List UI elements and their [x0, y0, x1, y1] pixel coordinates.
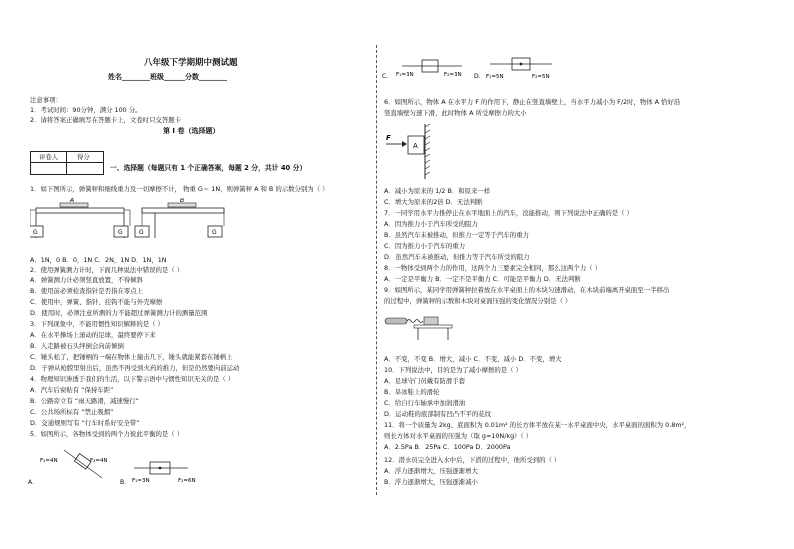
question-9-cont: 的过程中，弹簧秤的示数和木块对桌面压强的变化情况分别是（ ）	[384, 297, 572, 305]
question-1-options: A．1N，0 B．0，1N C．2N，1N D．1N，1N	[30, 256, 167, 264]
question-4-option-a: A．汽车后窗贴有 “保持车距”	[30, 386, 114, 394]
question-4-option-c: C．公共场所标有 “禁止吸烟”	[30, 408, 114, 416]
question-3-option-c: C．锤头松了，把锤柄的一端在物体上撞击几下，锤头就能紧套在锤柄上	[30, 353, 233, 361]
question-3: 3．下列现象中，不能用惯性知识解释的是（ ）	[30, 320, 164, 328]
scale-b-label: B	[180, 198, 185, 204]
spring-scale-figure	[30, 198, 230, 244]
question-8: 8．一物体受到两个力的作用，这两个力三要素完全相同，那么这两个力（ ）	[384, 264, 601, 272]
question-1: 1．如下图所示，弹簧秤和细线重力及一切摩擦不计， 物重 G＝ 1N，则弹簧秤 A 和 B 的示数分别为（ ）	[30, 185, 329, 193]
note-item-2: 2．请将答案正确填写在答题卡上，文卷时只交答题卡	[30, 116, 182, 124]
column-divider	[376, 45, 377, 495]
question-12: 12．潜水员完全进入水中后，下潜的过程中，他所受到的（ ）	[384, 456, 561, 464]
question-7-option-a: A．因为推力小于汽车所受的阻力	[384, 220, 478, 228]
scale-a-label: A	[70, 198, 75, 204]
question-2-option-c: C．使用中，弹簧、指针、挂钩不能与外壳摩擦	[30, 298, 163, 306]
question-3-option-b: B．人走路被石头绊倒会向前倾倒	[30, 342, 124, 350]
fig5a-f2: F₂=4N	[90, 458, 108, 464]
fig5a-f1: F₁=4N	[40, 458, 58, 464]
question-7-option-d: D．虽然汽车未被推动，但推力等于汽车所受的阻力	[384, 253, 530, 261]
score-table-score: 得分	[77, 153, 90, 161]
question-2: 2．使用弹簧测力计时，下面几种说法中错误的是（ ）	[30, 266, 184, 274]
question-10: 10．下列说法中，目的是为了减小摩擦的是（ ）	[384, 366, 522, 374]
wall-block-figure	[384, 124, 444, 180]
question-10-option-c: C．给自行车轴承中加润滑油	[384, 399, 466, 407]
question-5: 5．如图所示，各物体受到的两个力彼此平衡的是（ ）	[30, 430, 184, 438]
question-6-cont: 竖直墙壁匀速下滑，此时物体 A 所受摩擦力的大小	[384, 109, 527, 117]
fig5b-f2: F₂=6N	[178, 478, 196, 484]
question-10-option-b: B．旱冰鞋上的滑轮	[384, 388, 440, 396]
part-title: 一、选择题（每题只有 1 个正确答案，每题 2 分，共计 40 分）	[110, 164, 307, 172]
spring-scale-table-figure	[384, 312, 454, 342]
option-b-label: B．	[120, 479, 131, 486]
option-d-label: D．	[474, 73, 485, 80]
weight-label-right: G	[118, 229, 123, 236]
fig5b-f1: F₁=3N	[132, 478, 150, 484]
question-6-options-cd: C．增大为原来的2倍 D．无法判断	[384, 198, 483, 206]
question-11-options: A．2.5Pa B．25Pa C．100Pa D．2000Pa	[384, 443, 511, 451]
question-8-options: A．一定是平衡力 B．一定不是平衡力 C．可能是平衡力 D．无法判断	[384, 275, 581, 283]
question-11: 11．将一个质量为 2kg、底面积为 0.01m² 的长方体平放在某一水平桌面中央，水平桌面的面积为 0.8m²，	[384, 421, 691, 429]
question-10-option-d: D．运动鞋的底部制有凹凸不平的花纹	[384, 410, 492, 418]
question-11-cont: 则长方体对水平桌面的压强为（取 g=10N/kg）（ ）	[384, 432, 533, 440]
score-table-grader: 评卷人	[39, 153, 59, 161]
option-c-label: C．	[382, 73, 393, 80]
question-7-option-b: B．虽然汽车未被推动，但推力一定等于汽车的重力	[384, 231, 529, 239]
force-balance-figure-ab	[28, 448, 228, 488]
question-10-option-a: A．足球守门员戴有防滑手套	[384, 377, 466, 385]
question-7: 7．一同学用水平力推停止在水平地面上的汽车，没能推动，则下列说法中正确的是（ ）	[384, 209, 633, 217]
student-info-line: 姓名________班级______分数________	[108, 73, 227, 81]
question-2-option-b: B．使用前必须检查指针是否指在零点上	[30, 287, 144, 295]
page-title: 八年级下学期期中测试题	[144, 58, 238, 68]
question-12-option-a: A．浮力逐渐增大，压强逐渐增大	[384, 467, 478, 475]
score-table	[30, 151, 104, 175]
note-item-1: 1．考试时间：90分钟，满分 100 分。	[30, 106, 142, 114]
question-12-option-b: B．浮力逐渐增大，压强逐渐减小	[384, 478, 478, 486]
question-2-option-d: D．使用时，必须注意所测的力不能超过弹簧测力计的测量范围	[30, 309, 208, 317]
question-4: 4．物理知识渗透于我们的生活，以下警示语中与惯性知识无关的是（ ）	[30, 375, 235, 383]
fig5c-f1: F₁=3N	[396, 72, 414, 78]
option-a-label: A．	[28, 479, 39, 486]
question-3-option-a: A．在水平操场上滚动的足球，最终要停下来	[30, 331, 156, 339]
block-label: A	[413, 142, 418, 150]
notes-heading: 注意事项：	[30, 96, 62, 104]
fig5d-f2: F₂=5N	[532, 74, 550, 80]
weight-label-left: G	[33, 229, 38, 236]
weight-label-b-right: G	[212, 229, 217, 236]
fig5d-f1: F₁=5N	[486, 74, 504, 80]
question-3-option-d: D．子弹从枪膛里射出后，虽然不再受到火药的推力，但是仍然要向前运动	[30, 364, 240, 372]
question-9: 9．如图所示，某同学用弹簧秤拉着放在水平桌面上的木块匀速滑动，在木块前端离开桌面至一半移出	[384, 286, 670, 294]
question-4-option-b: B．公路旁立有 “雨天路滑，减速慢行”	[30, 397, 139, 405]
section-heading: 第 I 卷（选择题）	[163, 127, 220, 135]
question-6-options-ab: A．减小为原来的 1/2 B．和原来一样	[384, 187, 491, 195]
question-9-options: A．不变，不变 B．增大，减小 C．不变，减小 D．不变，增大	[384, 355, 562, 363]
question-7-option-c: C．因为推力小于汽车的重力	[384, 242, 466, 250]
force-label: F	[386, 134, 391, 142]
question-6: 6．如图所示，物体 A 在水平力 F 的作用下，静止在竖直墙壁上，当水平力减小为 F/2时，物体 A 恰好沿	[384, 98, 681, 106]
question-4-option-d: D．交通规则写有 “行车时系好安全带”	[30, 419, 140, 427]
weight-label-b-left: G	[139, 229, 144, 236]
fig5c-f2: F₂=3N	[444, 72, 462, 78]
question-2-option-a: A．弹簧测力计必须竖直放置，不得倾斜	[30, 276, 144, 284]
force-balance-figure-cd	[382, 54, 582, 84]
